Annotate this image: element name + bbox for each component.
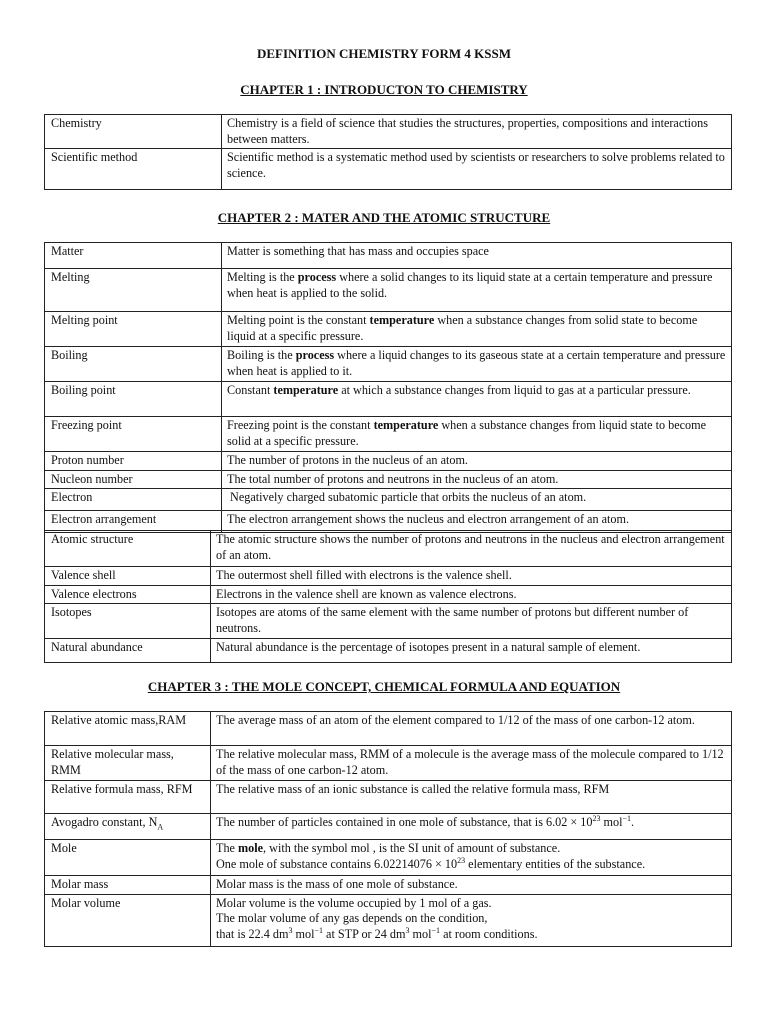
term-text: Avogadro constant, N xyxy=(51,815,158,829)
definition-cell xyxy=(222,347,732,382)
table-row xyxy=(45,347,732,382)
term-subscript: A xyxy=(157,822,164,832)
definition-cell: The atomic structure shows the number of protons and neutrons in the nucleus and electron arrangement of an atom. xyxy=(211,531,732,567)
table-row xyxy=(45,781,732,814)
definition-text: mol xyxy=(409,926,432,941)
table-row xyxy=(45,876,732,895)
term-cell xyxy=(45,814,211,840)
definition-text: mol xyxy=(600,815,623,829)
definition-cell: Chemistry is a field of science that studies the structures, properties, compositions and interactions between matters. xyxy=(222,115,732,149)
definition-text: Boiling is the xyxy=(227,348,296,362)
term-cell: Molar volume xyxy=(45,894,211,946)
term-cell: Nucleon number xyxy=(45,470,222,489)
definition-cell xyxy=(222,312,732,347)
definition-cell: Electrons in the valence shell are known as valence electrons. xyxy=(211,585,732,604)
term-cell: Valence electrons xyxy=(45,585,211,604)
table-row xyxy=(45,894,732,946)
definition-text: Constant xyxy=(227,383,274,397)
definition-text: Melting is the xyxy=(227,270,298,284)
term-cell: Chemistry xyxy=(45,115,222,149)
table-row xyxy=(45,639,732,663)
definition-text: where a liquid changes to its gaseous state at a certain temperature and pressure when heat is applied to it. xyxy=(227,348,726,378)
term-cell: Relative molecular mass, RMM xyxy=(45,746,211,781)
chapter-1-table xyxy=(44,114,732,190)
term-cell: Scientific method xyxy=(45,149,222,190)
table-row xyxy=(45,712,732,746)
definition-cell: The average mass of an atom of the element compared to 1/12 of the mass of one carbon-12 atom. xyxy=(211,712,732,746)
definition-text: , with the symbol mol , is the SI unit of amount of substance. xyxy=(263,841,561,855)
table-row xyxy=(45,814,732,840)
definition-keyword: temperature xyxy=(373,418,439,432)
definition-cell: The outermost shell filled with electrons is the valence shell. xyxy=(211,567,732,586)
definition-cell: The relative mass of an ionic substance is called the relative formula mass, RFM xyxy=(211,781,732,814)
table-row xyxy=(45,470,732,489)
definition-cell: The electron arrangement shows the nucleus and electron arrangement of an atom. xyxy=(222,511,732,533)
definition-line: Molar volume is the volume occupied by 1 mol of a gas. xyxy=(216,895,492,910)
definition-text: One mole of substance contains 6.02214076 × 10 xyxy=(216,856,458,871)
table-row xyxy=(45,382,732,417)
definition-cell xyxy=(211,894,732,946)
definition-text: elementary entities of the substance. xyxy=(465,856,646,871)
table-row xyxy=(45,312,732,347)
definition-line: The molar volume of any gas depends on the condition, xyxy=(216,911,488,925)
term-cell: Matter xyxy=(45,243,222,269)
definition-keyword: process xyxy=(295,348,335,362)
exponent: −1 xyxy=(314,925,323,935)
term-cell: Proton number xyxy=(45,452,222,471)
term-cell: Melting point xyxy=(45,312,222,347)
table-row xyxy=(45,585,732,604)
definition-text: . xyxy=(631,815,635,829)
definition-text: The xyxy=(216,841,238,855)
table-row xyxy=(45,417,732,452)
term-cell: Natural abundance xyxy=(45,639,211,663)
term-cell: Molar mass xyxy=(45,876,211,895)
table-row xyxy=(45,149,732,190)
definition-line xyxy=(216,857,726,873)
table-row xyxy=(45,746,732,781)
definition-cell xyxy=(222,382,732,417)
definition-text: when a substance changes from solid state to become liquid at a specific pressure. xyxy=(227,313,698,343)
table-row xyxy=(45,452,732,471)
definition-text: at STP or 24 dm xyxy=(322,926,406,941)
term-cell: Relative atomic mass,RAM xyxy=(45,712,211,746)
definition-cell xyxy=(211,814,732,840)
table-row xyxy=(45,604,732,639)
definition-cell: Molar mass is the mass of one mole of substance. xyxy=(211,876,732,895)
chapter-3-heading: CHAPTER 3 : THE MOLE CONCEPT, CHEMICAL FORMULA AND EQUATION xyxy=(147,679,621,694)
definition-text: The number of particles contained in one mole of substance, that is 6.02 × 10 xyxy=(216,815,593,829)
definition-text: Melting point is the constant xyxy=(227,313,370,327)
definition-keyword: temperature xyxy=(273,383,339,397)
term-cell: Relative formula mass, RFM xyxy=(45,781,211,814)
exponent: 3 xyxy=(405,925,410,935)
table-row xyxy=(45,567,732,586)
definition-cell: Matter is something that has mass and occupies space xyxy=(222,243,732,269)
document-title: DEFINITION CHEMISTRY FORM 4 KSSM xyxy=(256,46,512,61)
definition-text: when a substance changes from liquid state to become solid at a specific pressure. xyxy=(227,418,707,448)
table-row xyxy=(45,489,732,511)
definition-cell xyxy=(222,417,732,452)
term-cell: Boiling point xyxy=(45,382,222,417)
chapter-1-heading: CHAPTER 1 : INTRODUCTON TO CHEMISTRY xyxy=(240,82,528,97)
definition-text: at room conditions. xyxy=(440,926,538,941)
definition-keyword: mole xyxy=(238,841,264,855)
term-cell: Mole xyxy=(45,840,211,876)
term-cell: Electron arrangement xyxy=(45,511,222,533)
definition-cell: The total number of protons and neutrons in the nucleus of an atom. xyxy=(222,470,732,489)
term-cell: Boiling xyxy=(45,347,222,382)
exponent: −1 xyxy=(431,925,441,935)
term-cell: Valence shell xyxy=(45,567,211,586)
table-row xyxy=(45,243,732,269)
table-row xyxy=(45,840,732,876)
definition-cell xyxy=(222,269,732,312)
table-row xyxy=(45,531,732,567)
exponent: −1 xyxy=(622,813,631,823)
term-cell: Atomic structure xyxy=(45,531,211,567)
definition-line xyxy=(216,927,726,943)
term-cell: Freezing point xyxy=(45,417,222,452)
definition-cell: Isotopes are atoms of the same element with the same number of protons but different number of neutrons. xyxy=(211,604,732,639)
definition-cell: Natural abundance is the percentage of isotopes present in a natural sample of element. xyxy=(211,639,732,663)
chapter-2-heading: CHAPTER 2 : MATER AND THE ATOMIC STRUCTURE xyxy=(217,210,551,225)
exponent: 3 xyxy=(288,925,293,935)
definition-text: Freezing point is the constant xyxy=(227,418,374,432)
definition-text: mol xyxy=(292,926,315,941)
chapter-3-table xyxy=(44,711,732,947)
definition-text: that is 22.4 dm xyxy=(216,926,289,941)
definition-text: where a solid changes to its liquid state at a certain temperature and pressure when heat is applied to the solid. xyxy=(227,270,713,300)
exponent: 23 xyxy=(592,813,601,823)
definition-cell: Scientific method is a systematic method used by scientists or researchers to solve problems related to science. xyxy=(222,149,732,190)
definition-keyword: process xyxy=(297,270,337,284)
definition-cell: The relative molecular mass, RMM of a molecule is the average mass of the molecule compared to 1/12 of the mass of one carbon-12 atom. xyxy=(211,746,732,781)
definition-cell xyxy=(211,840,732,876)
definition-text: at which a substance changes from liquid to gas at a particular pressure. xyxy=(338,383,691,397)
chapter-2-table-continued xyxy=(44,530,732,663)
term-cell: Electron xyxy=(45,489,222,511)
table-row xyxy=(45,115,732,149)
definition-keyword: temperature xyxy=(369,313,435,327)
chapter-2-table xyxy=(44,242,732,533)
term-cell: Isotopes xyxy=(45,604,211,639)
table-row xyxy=(45,269,732,312)
definition-cell: The number of protons in the nucleus of an atom. xyxy=(222,452,732,471)
term-cell: Melting xyxy=(45,269,222,312)
definition-cell: Negatively charged subatomic particle that orbits the nucleus of an atom. xyxy=(222,489,732,511)
definition-line xyxy=(216,841,726,857)
exponent: 23 xyxy=(457,855,466,865)
